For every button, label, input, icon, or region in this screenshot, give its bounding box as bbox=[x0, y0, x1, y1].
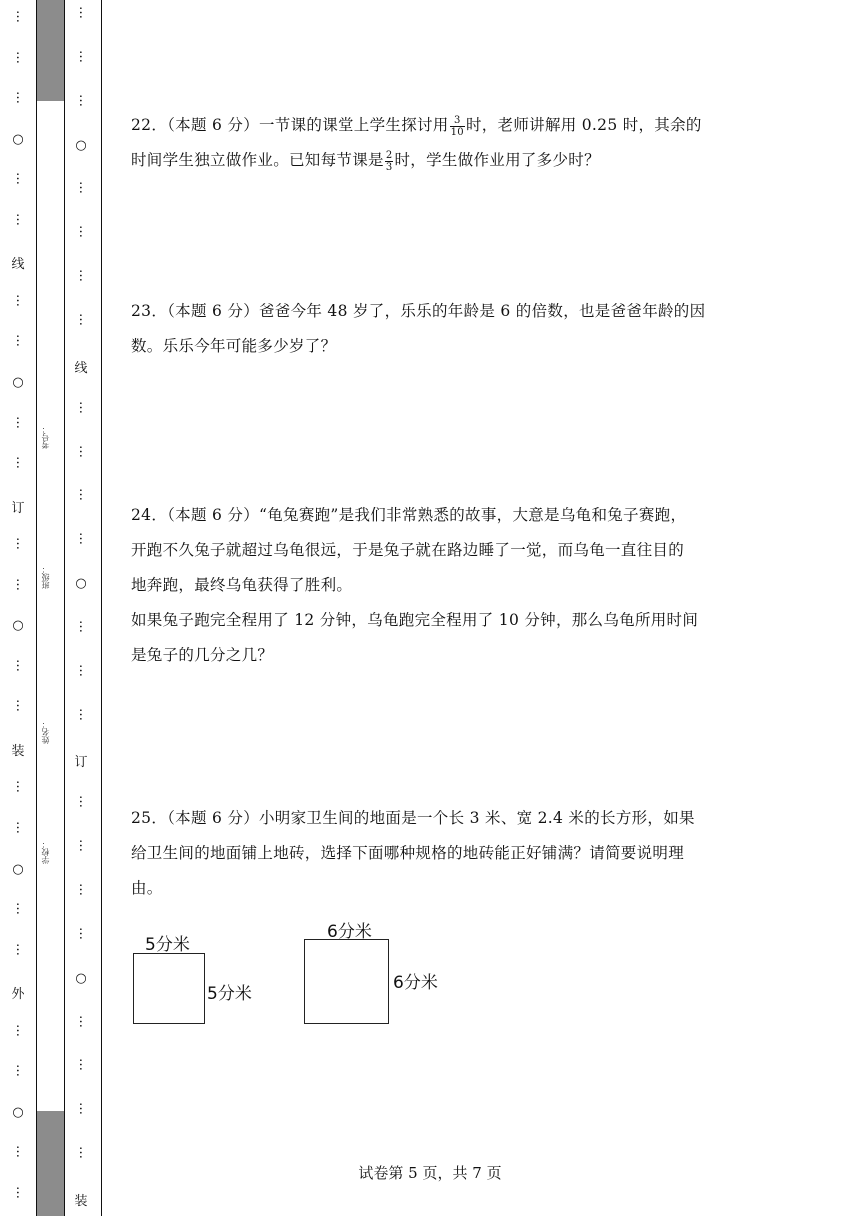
dots-marker: … bbox=[76, 1102, 91, 1116]
dots-marker: … bbox=[76, 619, 91, 633]
circle-marker: ○ bbox=[75, 576, 87, 592]
dots-marker: … bbox=[13, 537, 28, 551]
margin-char: 外 bbox=[11, 987, 25, 1003]
question-25-line-2: 给卫生间的地面铺上地砖，选择下面哪种规格的地砖能正好铺满？请简要说明理 bbox=[131, 844, 685, 862]
dots-marker: … bbox=[76, 663, 91, 677]
dots-marker: … bbox=[76, 839, 91, 853]
margin-char: 线 bbox=[74, 360, 88, 376]
question-text: 时，老师讲解用 0.25 时，其余的 bbox=[465, 116, 702, 134]
fraction-3-10 bbox=[450, 115, 465, 138]
fraction-numerator: 3 bbox=[450, 115, 465, 127]
question-score: （本题 6 分） bbox=[167, 116, 259, 134]
tile-2-top-label: 6分米 bbox=[327, 922, 372, 942]
dots-marker: … bbox=[76, 181, 91, 195]
tile-1-top-label: 5分米 bbox=[145, 935, 190, 955]
fraction-denominator: 10 bbox=[450, 126, 464, 138]
margin-char: 线 bbox=[11, 257, 25, 273]
circle-marker: ○ bbox=[12, 374, 24, 390]
question-23-line-1 bbox=[131, 294, 731, 329]
dots-marker: … bbox=[76, 1146, 91, 1160]
tile-2-side-label: 6分米 bbox=[393, 973, 438, 993]
dots-marker: … bbox=[76, 444, 91, 458]
dots-marker: … bbox=[13, 821, 28, 835]
circle-marker: ○ bbox=[12, 861, 24, 877]
circle-marker: ○ bbox=[12, 131, 24, 147]
question-24-line-1 bbox=[131, 498, 731, 533]
question-23-line-2: 数。乐乐今年可能多少岁了？ bbox=[131, 337, 337, 355]
margin-line-2 bbox=[64, 0, 65, 1216]
dots-marker: … bbox=[76, 926, 91, 940]
dots-marker: … bbox=[13, 456, 28, 470]
question-25 bbox=[131, 801, 731, 906]
question-number: 22． bbox=[131, 116, 168, 134]
question-24-line-5: 是兔子的几分之几？ bbox=[131, 646, 274, 664]
binding-margin-outer bbox=[8, 0, 28, 1216]
question-24 bbox=[131, 498, 731, 673]
fraction-2-3 bbox=[385, 150, 394, 173]
dots-marker: … bbox=[76, 488, 91, 502]
dots-marker: … bbox=[76, 1058, 91, 1072]
question-22 bbox=[131, 108, 731, 178]
dots-marker: … bbox=[13, 172, 28, 186]
question-25-line-1 bbox=[131, 801, 731, 836]
dots-marker: … bbox=[13, 50, 28, 64]
question-text: 爸爸今年 48 岁了，乐乐的年龄是 6 的倍数，也是爸爸年龄的因 bbox=[259, 302, 706, 320]
tile-1-side-label: 5分米 bbox=[207, 984, 252, 1004]
dots-marker: … bbox=[76, 707, 91, 721]
binding-margin-inner bbox=[71, 0, 91, 1216]
dots-marker: … bbox=[13, 1023, 28, 1037]
dots-marker: … bbox=[13, 902, 28, 916]
margin-line-1 bbox=[36, 0, 37, 1216]
dots-marker: … bbox=[76, 883, 91, 897]
circle-marker: ○ bbox=[12, 1104, 24, 1120]
dots-marker: … bbox=[13, 699, 28, 713]
page-footer: 试卷第 5 页，共 7 页 bbox=[358, 1164, 502, 1182]
margin-char: 订 bbox=[11, 500, 25, 516]
dots-marker: … bbox=[76, 225, 91, 239]
info-field-class: 班级： bbox=[41, 565, 50, 589]
margin-char: 订 bbox=[74, 755, 88, 771]
tile-1-square bbox=[133, 953, 205, 1024]
info-field-school: 学校： bbox=[41, 840, 50, 864]
dots-marker: … bbox=[13, 91, 28, 105]
question-text: 一节课的课堂上学生探讨用 bbox=[259, 116, 449, 134]
question-22-line-1 bbox=[131, 108, 731, 143]
question-text: 小明家卫生间的地面是一个长 3 米、宽 2.4 米的长方形，如果 bbox=[259, 809, 695, 827]
fraction-numerator: 2 bbox=[385, 149, 393, 161]
dots-marker: … bbox=[13, 415, 28, 429]
question-number: 24． bbox=[131, 506, 168, 524]
fraction-denominator: 3 bbox=[385, 161, 393, 173]
margin-band-top bbox=[37, 0, 64, 101]
margin-char: 装 bbox=[11, 743, 25, 759]
info-field-examno: 考号： bbox=[41, 425, 50, 449]
dots-marker: … bbox=[13, 658, 28, 672]
dots-marker: … bbox=[13, 942, 28, 956]
dots-marker: … bbox=[76, 795, 91, 809]
margin-char: 装 bbox=[74, 1194, 88, 1209]
dots-marker: … bbox=[76, 269, 91, 283]
circle-marker: ○ bbox=[75, 970, 87, 986]
question-25-line-3: 由。 bbox=[131, 879, 163, 897]
question-23 bbox=[131, 294, 731, 364]
circle-marker: ○ bbox=[12, 618, 24, 634]
question-text: “龟兔赛跑”是我们非常熟悉的故事，大意是乌龟和兔子赛跑， bbox=[259, 506, 687, 524]
question-score: （本题 6 分） bbox=[167, 809, 259, 827]
info-field-name: 姓名： bbox=[41, 720, 50, 744]
question-number: 25． bbox=[131, 809, 168, 827]
question-24-line-2: 开跑不久兔子就超过乌龟很远，于是兔子就在路边睡了一觉，而乌龟一直往目的 bbox=[131, 541, 685, 559]
question-text: 时，学生做作业用了多少时？ bbox=[394, 151, 600, 169]
dots-marker: … bbox=[13, 212, 28, 226]
dots-marker: … bbox=[13, 1064, 28, 1078]
dots-marker: … bbox=[76, 1014, 91, 1028]
dots-marker: … bbox=[13, 293, 28, 307]
question-text: 时间学生独立做作业。已知每节课是 bbox=[131, 151, 384, 169]
dots-marker: … bbox=[76, 400, 91, 414]
dots-marker: … bbox=[76, 532, 91, 546]
dots-marker: … bbox=[76, 312, 91, 326]
question-24-line-3: 地奔跑，最终乌龟获得了胜利。 bbox=[131, 576, 353, 594]
circle-marker: ○ bbox=[75, 137, 87, 153]
dots-marker: … bbox=[76, 49, 91, 63]
question-number: 23． bbox=[131, 302, 168, 320]
dots-marker: … bbox=[13, 1145, 28, 1159]
dots-marker: … bbox=[13, 10, 28, 23]
dots-marker: … bbox=[76, 6, 91, 19]
dots-marker: … bbox=[76, 93, 91, 107]
question-22-line-2 bbox=[131, 143, 731, 178]
question-score: （本题 6 分） bbox=[167, 506, 259, 524]
dots-marker: … bbox=[13, 334, 28, 348]
margin-line-3 bbox=[101, 0, 102, 1216]
dots-marker: … bbox=[13, 577, 28, 591]
tile-2-square bbox=[304, 939, 389, 1024]
dots-marker: … bbox=[13, 1186, 28, 1199]
question-score: （本题 6 分） bbox=[167, 302, 259, 320]
question-24-line-4: 如果兔子跑完全程用了 12 分钟，乌龟跑完全程用了 10 分钟，那么乌龟所用时间 bbox=[131, 611, 699, 629]
dots-marker: … bbox=[13, 780, 28, 794]
